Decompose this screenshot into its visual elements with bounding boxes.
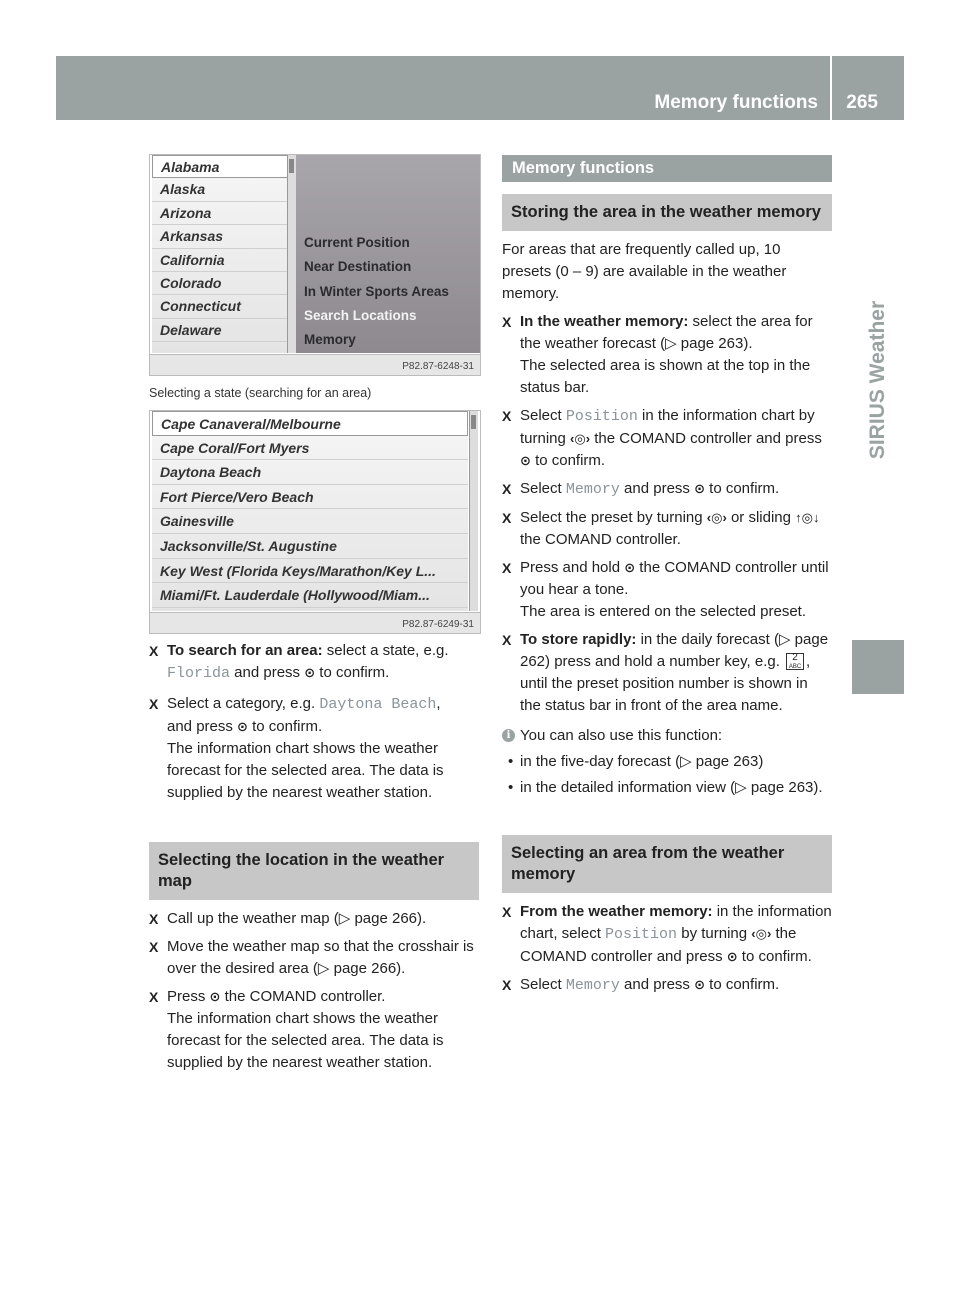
step-text: and press: [619, 480, 695, 497]
step-text: in the information chart, select: [520, 903, 832, 942]
instruction-step: [502, 901, 832, 968]
step-text: Call up the weather map (▷ page 266).: [167, 910, 427, 927]
step-text: ,: [436, 695, 441, 712]
step-bold-lead: To store rapidly:: [520, 631, 637, 648]
side-tab-block: [852, 640, 904, 694]
display-text-memory: Memory: [565, 977, 620, 994]
key-top-label: 2: [792, 652, 798, 663]
step-result: The area is entered on the selected preset.: [520, 603, 807, 620]
step-text: by turning: [677, 925, 752, 942]
list-item[interactable]: Arizona: [152, 202, 294, 225]
bullet-dot: •: [508, 779, 514, 796]
step-marker: X: [502, 510, 512, 526]
press-controller-icon: ⊙: [209, 989, 221, 1004]
instruction-step: [502, 405, 832, 472]
location-list-scrollbar[interactable]: [469, 411, 478, 611]
left-column: [149, 640, 479, 1080]
step-marker: X: [149, 911, 159, 927]
screenshot-state-selection: [149, 154, 481, 376]
turn-controller-icon: ‹◎›: [706, 510, 727, 525]
step-bold-lead: In the weather memory:: [520, 313, 689, 330]
menu-item-search-locations[interactable]: Search Locations: [304, 308, 417, 323]
instruction-step: [502, 478, 832, 501]
figure-ref: P82.87-6249-31: [402, 619, 474, 630]
list-item[interactable]: Cape Coral/Fort Myers: [152, 436, 468, 461]
step-text: Move the weather map so that the crosshair is over the desired area (▷ page 266).: [167, 938, 474, 977]
step-text: Press: [167, 988, 210, 1005]
step-marker: X: [149, 989, 159, 1005]
figure-caption: Selecting a state (searching for an area): [149, 386, 372, 400]
turn-controller-icon: ‹◎›: [570, 431, 591, 446]
menu-item-memory[interactable]: Memory: [304, 332, 356, 347]
step-marker: X: [502, 408, 512, 424]
press-controller-icon: ⊙: [520, 453, 531, 468]
bullet-item: [502, 777, 832, 799]
step-text: select a state, e.g.: [322, 642, 449, 659]
list-item[interactable]: Daytona Beach: [152, 460, 468, 485]
press-controller-icon: ⊙: [624, 560, 636, 575]
step-marker: X: [149, 643, 159, 659]
step-marker: X: [502, 314, 512, 330]
instruction-step: [149, 640, 479, 685]
list-item[interactable]: Delaware: [152, 319, 294, 342]
list-item[interactable]: Miami/Ft. Lauderdale (Hollywood/Miam...: [152, 583, 468, 608]
top-heading: Memory functions: [502, 155, 832, 182]
right-column: [502, 155, 832, 1003]
bullet-text: in the five-day forecast (▷ page 263): [520, 753, 764, 770]
step-marker: X: [502, 977, 512, 993]
list-item[interactable]: Jacksonville/St. Augustine: [152, 534, 468, 559]
state-list: [152, 155, 295, 353]
intro-paragraph: For areas that are frequently called up, 10 presets (0 – 9) are available in the weather memory.: [502, 241, 787, 302]
step-text: or sliding: [726, 509, 796, 526]
display-text-position: Position: [565, 408, 638, 425]
list-item[interactable]: Cape Canaveral/Melbourne: [152, 411, 468, 436]
step-text: to confirm.: [315, 664, 390, 681]
bullet-item: [502, 751, 832, 773]
step-marker: X: [502, 481, 512, 497]
press-controller-icon: ⊙: [694, 481, 705, 496]
display-text-position: Position: [605, 926, 678, 943]
step-text: the COMAND controller and press: [590, 430, 822, 447]
figure-ref-strip: [150, 354, 480, 375]
list-item[interactable]: Fort Pierce/Vero Beach: [152, 485, 468, 510]
list-item[interactable]: Alaska: [152, 178, 294, 201]
step-text: and press: [230, 664, 305, 681]
step-text: in the information chart by turning: [520, 407, 815, 447]
press-controller-icon: ⊙: [694, 977, 705, 992]
slide-controller-icon: ↑◎↓: [795, 510, 820, 525]
location-list: [152, 411, 468, 611]
step-text: Select: [520, 976, 566, 993]
instruction-step: [149, 693, 479, 804]
turn-controller-icon: ‹◎›: [751, 926, 772, 941]
bullet-text: in the detailed information view (▷ page 263).: [520, 779, 823, 796]
step-text: , until the preset position number is shown in the status bar in front of the area name.: [520, 653, 811, 714]
step-marker: X: [502, 560, 512, 576]
side-tab: [852, 120, 904, 640]
page-number: 265: [846, 92, 878, 113]
info-note: [502, 725, 832, 747]
step-text: to confirm.: [737, 948, 812, 965]
step-bold-lead: From the weather memory:: [520, 903, 713, 920]
scroll-thumb[interactable]: [289, 159, 294, 173]
bullet-dot: •: [508, 753, 514, 770]
list-item[interactable]: Connecticut: [152, 295, 294, 318]
step-marker: X: [149, 939, 159, 955]
step-text: to confirm.: [247, 718, 323, 735]
instruction-step: [149, 908, 479, 930]
step-text: to confirm.: [530, 452, 606, 469]
press-controller-icon: ⊙: [304, 665, 316, 680]
list-item[interactable]: Gainesville: [152, 509, 468, 534]
step-text: Select a category, e.g.: [167, 695, 320, 712]
state-list-scrollbar[interactable]: [287, 155, 296, 353]
step-result: The selected area is shown at the top in the status bar.: [520, 357, 811, 396]
number-key-2-icon: [786, 653, 804, 670]
step-text: Select: [520, 480, 566, 497]
step-text: Select the preset by turning: [520, 509, 707, 526]
step-text: Press and hold: [520, 559, 625, 576]
step-text: to confirm.: [705, 976, 780, 993]
section-heading: Selecting an area from the weather memory: [502, 835, 832, 893]
instruction-step: [149, 986, 479, 1074]
header-title: Memory functions: [654, 92, 818, 113]
instruction-step: [149, 936, 479, 980]
step-bold-lead: To search for an area:: [167, 642, 323, 659]
step-marker: X: [149, 696, 159, 712]
instruction-step: [502, 629, 832, 717]
step-text: the COMAND controller.: [520, 531, 681, 548]
step-result: The information chart shows the weather forecast for the selected area. The data is supplied by the nearest weather station.: [167, 740, 444, 801]
key-bottom-label: ABC: [788, 664, 802, 670]
step-result: The information chart shows the weather forecast for the selected area. The data is supplied by the nearest weather station.: [167, 1010, 444, 1071]
step-text: in the daily forecast (▷ page 262) press and hold a number key, e.g.: [520, 631, 829, 670]
step-marker: X: [502, 904, 512, 920]
step-text: the COMAND controller and press: [520, 925, 797, 965]
info-text: You can also use this function:: [520, 727, 723, 744]
scroll-thumb[interactable]: [471, 415, 476, 429]
step-text: and press: [619, 976, 695, 993]
menu-item-near-destination[interactable]: Near Destination: [304, 259, 412, 274]
list-item[interactable]: California: [152, 249, 294, 272]
display-text-florida: Florida: [167, 665, 231, 682]
figure-ref: P82.87-6248-31: [402, 361, 474, 372]
instruction-step: [502, 974, 832, 997]
menu-item-current-position[interactable]: Current Position: [304, 235, 410, 250]
list-item[interactable]: Key West (Florida Keys/Marathon/Key L...: [152, 559, 468, 584]
list-item[interactable]: Colorado: [152, 272, 294, 295]
menu-item-winter-sports[interactable]: In Winter Sports Areas: [304, 284, 449, 299]
step-text: and press: [167, 718, 238, 735]
info-icon: i: [502, 729, 515, 742]
step-marker: X: [502, 632, 512, 648]
list-item[interactable]: Alabama: [152, 155, 294, 178]
display-text-daytona: Daytona Beach: [319, 696, 437, 713]
list-item[interactable]: Arkansas: [152, 225, 294, 248]
screenshot-location-list: [149, 410, 481, 634]
section-heading: Selecting the location in the weather map: [149, 842, 479, 900]
press-controller-icon: ⊙: [237, 719, 248, 734]
step-text: select the area for the weather forecast (▷ page 263).: [520, 313, 813, 352]
display-text-memory: Memory: [565, 481, 620, 498]
figure-ref-strip: [150, 612, 480, 633]
press-controller-icon: ⊙: [726, 949, 738, 964]
instruction-step: [502, 557, 832, 623]
header-bar: [56, 56, 904, 120]
side-tab-label: SIRIUS Weather: [866, 300, 890, 460]
step-text: to confirm.: [705, 480, 780, 497]
header-separator: [830, 56, 832, 120]
instruction-step: [502, 311, 832, 399]
step-text: the COMAND controller.: [220, 988, 386, 1005]
step-text: the COMAND controller until you hear a tone.: [520, 559, 829, 598]
category-menu: [296, 155, 480, 353]
section-heading: Storing the area in the weather memory: [502, 194, 832, 231]
instruction-step: [502, 507, 832, 551]
step-text: Select: [520, 407, 566, 424]
